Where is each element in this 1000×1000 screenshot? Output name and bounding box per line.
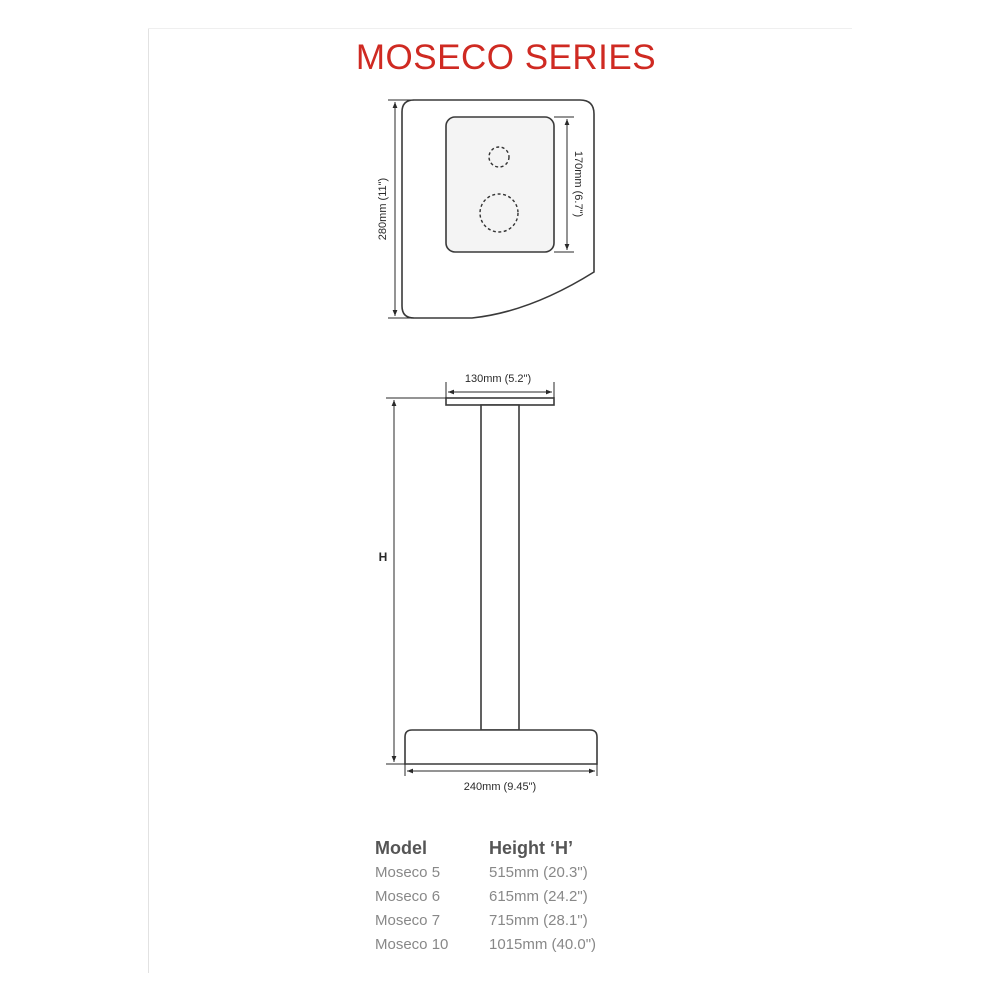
side-view-column	[481, 405, 519, 730]
side-view-top-plate	[446, 398, 554, 405]
model-height-table	[375, 836, 596, 956]
page-title: MOSECO SERIES	[355, 38, 657, 77]
model-cell: Moseco 7	[375, 911, 441, 929]
height-cell: 1015mm (40.0")	[489, 935, 597, 953]
model-cell: Moseco 10	[375, 935, 449, 953]
side-view-base	[405, 730, 597, 764]
height-cell: 715mm (28.1")	[489, 911, 588, 929]
table-header-row	[375, 836, 596, 860]
side-view	[379, 373, 597, 793]
height-cell: 515mm (20.3")	[489, 863, 588, 881]
table-row	[375, 908, 596, 932]
table-row	[375, 932, 596, 956]
top-plate-dimension-label: 130mm (5.2")	[464, 373, 532, 385]
base-dimension-label: 240mm (9.45")	[463, 781, 537, 793]
table-row	[375, 884, 596, 908]
plate-dimension-label: 170mm (6.7")	[572, 150, 584, 218]
model-cell: Moseco 6	[375, 887, 441, 905]
height-dimension-label: H	[378, 550, 388, 564]
model-column-header: Model	[375, 837, 427, 858]
model-cell: Moseco 5	[375, 863, 441, 881]
top-view	[377, 100, 594, 318]
table-row	[375, 860, 596, 884]
height-cell: 615mm (24.2")	[489, 887, 588, 905]
depth-dimension-label: 280mm (11")	[377, 177, 389, 241]
height-column-header: Height ‘H’	[489, 837, 573, 858]
